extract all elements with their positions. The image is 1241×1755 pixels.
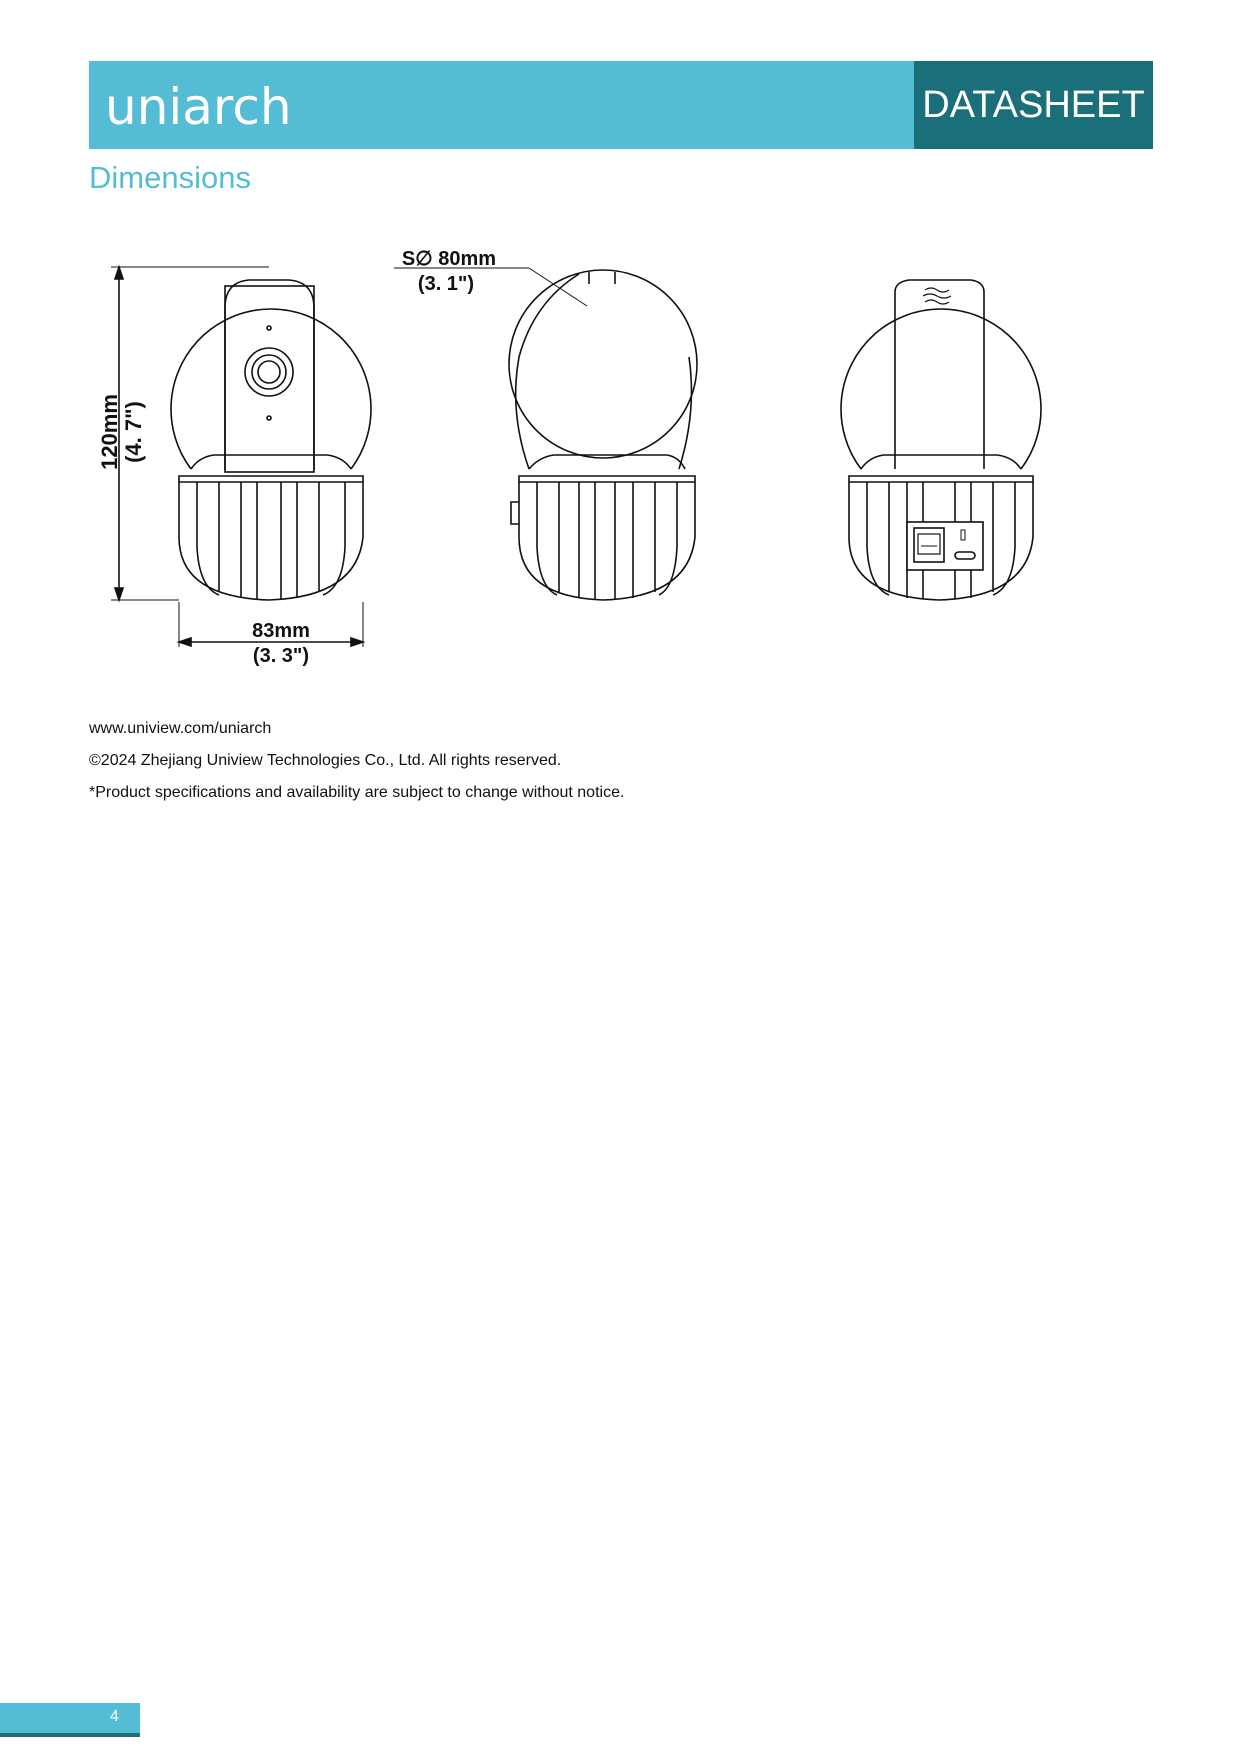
height-in-label: (4. 7") <box>121 401 146 463</box>
page-number-bar <box>0 1703 140 1737</box>
front-view <box>171 280 371 600</box>
side-view <box>509 270 697 600</box>
height-mm-label: 120mm <box>97 394 122 470</box>
page-number: 4 <box>110 1708 119 1725</box>
datasheet-badge <box>914 61 1153 149</box>
notice-text: *Product specifications and availability are subject to change without notice. <box>89 784 625 801</box>
datasheet-label: DATASHEET <box>922 83 1145 126</box>
website-url[interactable]: www.uniview.com/uniarch <box>89 720 272 737</box>
sphere-in-label: (3. 1") <box>417 273 475 295</box>
back-view <box>841 280 1041 600</box>
width-in-label: (3. 3") <box>252 645 310 667</box>
width-mm-label: 83mm <box>252 620 310 642</box>
uniarch-logo: uniarch <box>105 78 292 136</box>
section-title: Dimensions <box>89 160 251 195</box>
copyright-text: ©2024 Zhejiang Uniview Technologies Co., Ltd. All rights reserved. <box>89 752 562 769</box>
sphere-mm-label: S∅ 80mm <box>401 248 497 270</box>
dimension-drawing <box>89 248 1153 682</box>
